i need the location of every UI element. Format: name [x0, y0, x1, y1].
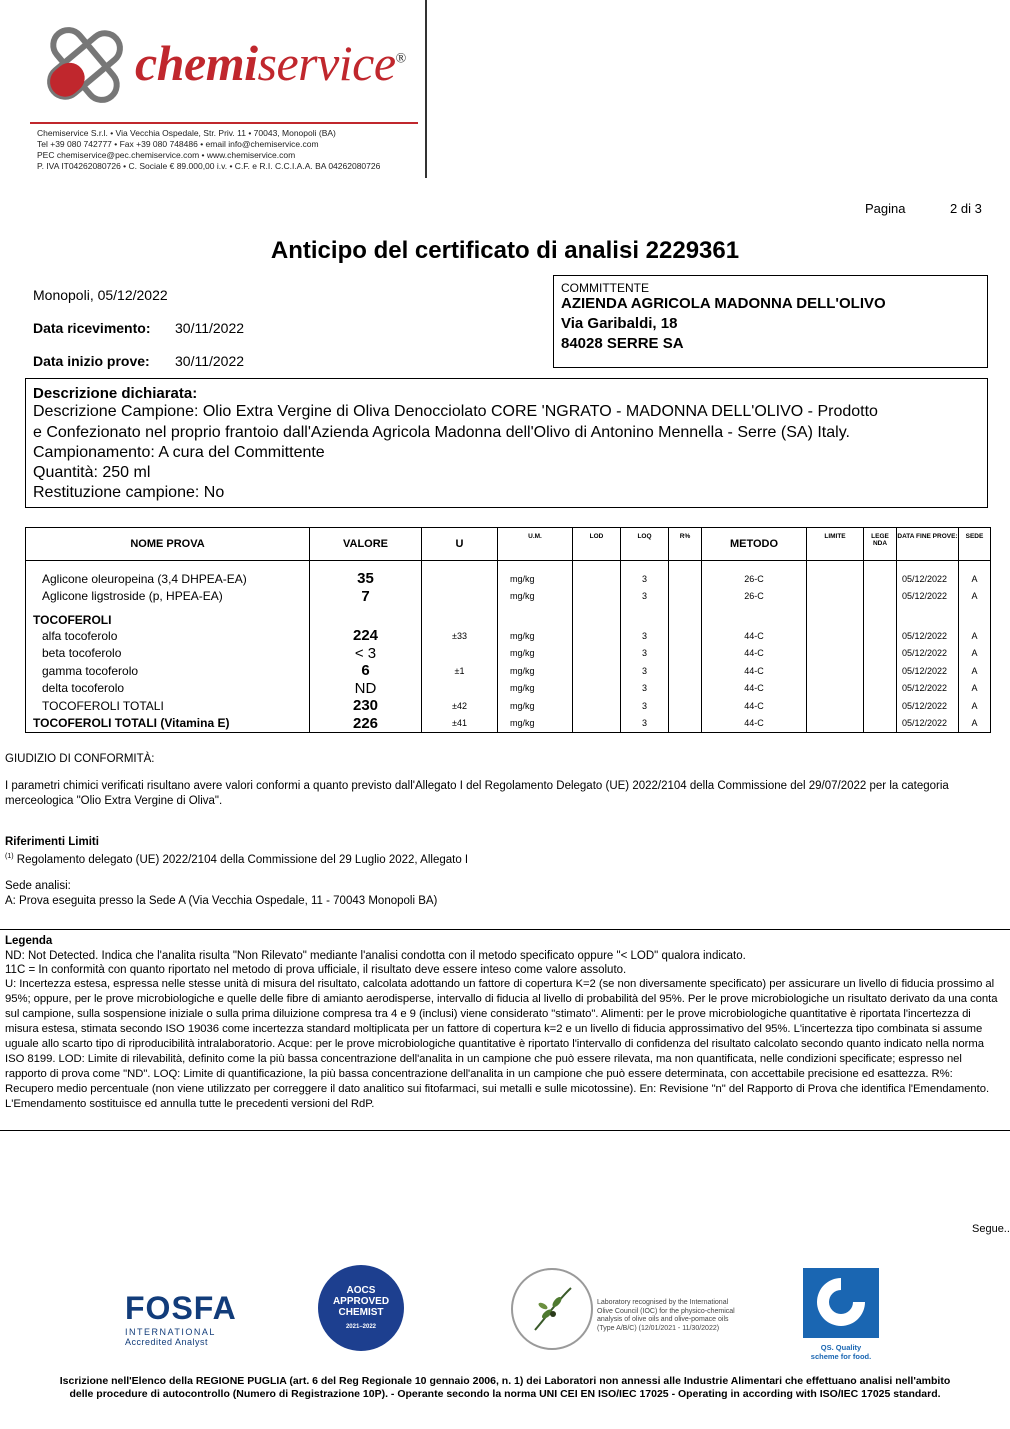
test-end-date: 05/12/2022 [897, 570, 959, 588]
fosfa-subtitle: INTERNATIONAL [125, 1327, 216, 1337]
sample-description-box [25, 378, 988, 508]
table-row [26, 588, 991, 606]
test-site: A [959, 680, 991, 698]
table-spacer-row [26, 561, 991, 571]
client-name: AZIENDA AGRICOLA MADONNA DELL'OLIVO [561, 295, 886, 312]
col-header: NOME PROVA [26, 528, 310, 561]
received-date-label: Data ricevimento: [33, 320, 151, 336]
client-label: COMMITTENTE [561, 281, 649, 295]
test-method: 26-C [702, 588, 807, 606]
site-text: A: Prova eseguita presso la Sede A (Via Vecchia Ospedale, 11 - 70043 Monopoli BA) [5, 895, 438, 907]
test-method: 44-C [702, 662, 807, 680]
test-loq: 3 [621, 662, 669, 680]
legend-11c: 11C = In conformità con quanto riportato nel metodo di prova ufficiale, il risultato deve essere inteso come valore assoluto. [5, 964, 627, 976]
test-method: 44-C [702, 697, 807, 715]
logo-mark-icon [30, 10, 140, 120]
test-method: 44-C [702, 680, 807, 698]
legend-divider [0, 929, 1010, 930]
test-site: A [959, 570, 991, 588]
test-uncertainty [422, 570, 498, 588]
qs-line: QS. Quality [820, 1343, 862, 1352]
conformity-text: I parametri chimici verificati risultano avere valori conformi a quanto previsto dall'Allegato I del Regolamento Delegato (UE) 2022/2104 della Commissione del 29/07/2022 per la categoria merceologica "Olio Extra Vergine di Oliva". [5, 780, 949, 807]
aocs-years: 2021–2022 [345, 1324, 377, 1330]
test-value: 226 [310, 715, 422, 733]
description-line: e Confezionato nel proprio frantoio dall'Azienda Agricola Madonna dell'Olivo di Antonino Mennella - Serre (SA) Italy. [33, 424, 850, 441]
test-name: delta tocoferolo [26, 680, 310, 698]
test-loq: 3 [621, 697, 669, 715]
test-site: A [959, 627, 991, 645]
test-uncertainty: ±1 [422, 662, 498, 680]
aocs-line: AOCS [346, 1285, 376, 1296]
site-title: Sede analisi: [5, 880, 71, 892]
col-header: SEDE [959, 528, 991, 561]
col-header: DATA FINE PROVE: [897, 528, 959, 561]
test-name: beta tocoferolo [26, 645, 310, 663]
col-header: LOD [573, 528, 621, 561]
ioc-seal-icon [511, 1268, 593, 1350]
received-date-value: 30/11/2022 [175, 320, 245, 336]
results-table [25, 527, 991, 733]
aocs-line: APPROVED [332, 1296, 390, 1307]
col-header: METODO [702, 528, 807, 561]
col-header: U [422, 528, 498, 561]
aocs-line: CHEMIST [338, 1307, 384, 1318]
test-unit: mg/kg [498, 627, 573, 645]
footer-registration [0, 1375, 1010, 1401]
return-line: Restituzione campione: No [33, 484, 225, 501]
test-value: 230 [310, 697, 422, 715]
test-unit: mg/kg [498, 680, 573, 698]
ioc-recognition-text: Laboratory recognised by the International Olive Council (IOC) for the physico-chemical analysis of olive oils and olive-pomace oils (Type A/B/C) (12/01/2021 - 11/30/2022) [597, 1299, 735, 1332]
col-header: R% [669, 528, 702, 561]
client-box [553, 275, 988, 368]
test-name: alfa tocoferolo [26, 627, 310, 645]
brand-wordmark: chemiservice® [135, 35, 406, 91]
continued-label: Segue.. [972, 1223, 1010, 1235]
start-date-label: Data inizio prove: [33, 353, 150, 369]
fosfa-subtitle-2: Accredited Analyst [125, 1337, 209, 1347]
col-header: VALORE [310, 528, 422, 561]
test-method: 44-C [702, 715, 807, 733]
footer-line: Iscrizione nell'Elenco della REGIONE PUGLIA (art. 6 del Reg Regionale 10 gennaio 2006, n. 1) dei Laboratori non annessi alle Industrie Alimentari che effettuano analisi nell'ambito [59, 1375, 951, 1387]
test-method: 44-C [702, 627, 807, 645]
legend-nd: ND: Not Detected. Indica che l'analita risulta "Non Rilevato" mediante l'analisi condotta con il metodo specificato oppure "< LOD" qualora indicato. [5, 950, 746, 962]
client-street: Via Garibaldi, 18 [561, 315, 678, 332]
start-date-value: 30/11/2022 [175, 353, 245, 369]
conformity-title: GIUDIZIO DI CONFORMITÀ: [5, 753, 155, 765]
table-row [26, 680, 991, 698]
test-value: 7 [310, 588, 422, 606]
footer-line: delle procedure di autocontrollo (Numero di Registrazione 10P). - Operante secondo la norma UNI CEI EN ISO/IEC 17025 - Operating in according with ISO/IEC 17025 standard. [69, 1388, 941, 1400]
table-row [26, 715, 991, 733]
test-site: A [959, 662, 991, 680]
test-loq: 3 [621, 588, 669, 606]
test-loq: 3 [621, 570, 669, 588]
col-header: U.M. [498, 528, 573, 561]
page-label: Pagina [865, 201, 906, 216]
qs-mark-icon [803, 1268, 879, 1338]
table-row [26, 570, 991, 588]
header-vertical-divider [425, 0, 427, 178]
test-end-date: 05/12/2022 [897, 680, 959, 698]
legend-bottom-divider [0, 1130, 1010, 1131]
test-site: A [959, 588, 991, 606]
section-title: TOCOFEROLI [26, 605, 310, 627]
qs-logo [803, 1268, 879, 1364]
fosfa-name: FOSFA [125, 1290, 237, 1326]
limits-text [5, 849, 1000, 868]
company-web-line: PEC chemiservice@pec.chemiservice.com • www.chemiservice.com [37, 150, 296, 160]
test-name: gamma tocoferolo [26, 662, 310, 680]
test-loq: 3 [621, 645, 669, 663]
aocs-badge [318, 1265, 404, 1351]
table-row [26, 627, 991, 645]
fosfa-logo [125, 1290, 235, 1347]
legend-title: Legenda [5, 935, 53, 947]
place-date: Monopoli, 05/12/2022 [33, 287, 168, 303]
limits-mark: (1) [5, 853, 14, 860]
test-end-date: 05/12/2022 [897, 697, 959, 715]
test-value: < 3 [310, 645, 422, 663]
test-name: TOCOFEROLI TOTALI [26, 697, 310, 715]
company-address-line: Chemiservice S.r.l. • Via Vecchia Ospedale, Str. Priv. 11 • 70043, Monopoli (BA) [37, 128, 336, 138]
test-uncertainty: ±42 [422, 697, 498, 715]
description-line: Descrizione Campione: Olio Extra Vergine di Oliva Denocciolato CORE 'NGRATO - MADONNA DELL'OLIVO - Prodotto [33, 403, 878, 420]
col-header: LEGE NDA [864, 528, 897, 561]
test-end-date: 05/12/2022 [897, 588, 959, 606]
limits-title: Riferimenti Limiti [5, 836, 99, 848]
description-title: Descrizione dichiarata: [33, 385, 198, 402]
quantity-line: Quantità: 250 ml [33, 464, 151, 481]
client-city: 84028 SERRE SA [561, 335, 684, 352]
test-uncertainty: ±41 [422, 715, 498, 733]
test-name: Aglicone ligstroside (p, HPEA-EA) [26, 588, 310, 606]
company-contact-line: Tel +39 080 742777 • Fax +39 080 748486 • email info@chemiservice.com [37, 139, 319, 149]
document-title: Anticipo del certificato di analisi 2229361 [270, 237, 740, 264]
test-method: 44-C [702, 645, 807, 663]
test-unit: mg/kg [498, 645, 573, 663]
test-end-date: 05/12/2022 [897, 662, 959, 680]
header-divider [30, 122, 418, 124]
test-value: 35 [310, 570, 422, 588]
test-uncertainty: ±33 [422, 627, 498, 645]
test-loq: 3 [621, 627, 669, 645]
test-value: 224 [310, 627, 422, 645]
test-value: ND [310, 680, 422, 698]
test-loq: 3 [621, 680, 669, 698]
test-unit: mg/kg [498, 588, 573, 606]
qs-line: scheme for food. [810, 1352, 872, 1361]
test-end-date: 05/12/2022 [897, 645, 959, 663]
table-row [26, 697, 991, 715]
col-header: LIMITE [807, 528, 864, 561]
section-row [26, 605, 991, 627]
test-unit: mg/kg [498, 715, 573, 733]
test-unit: mg/kg [498, 662, 573, 680]
test-end-date: 05/12/2022 [897, 627, 959, 645]
table-row [26, 645, 991, 663]
test-method: 26-C [702, 570, 807, 588]
page-number: 2 di 3 [950, 201, 982, 216]
test-unit: mg/kg [498, 570, 573, 588]
olive-branch-icon [513, 1270, 591, 1348]
test-loq: 3 [621, 715, 669, 733]
test-name: Aglicone oleuropeina (3,4 DHPEA-EA) [26, 570, 310, 588]
test-end-date: 05/12/2022 [897, 715, 959, 733]
legend-definitions: U: Incertezza estesa, espressa nelle stesse unità di misura del risultato, calcolata adottando un fattore di copertura K=2 (se non diversamente specificato) per assicurare un livello di fiducia prossimo al 95%; oppure, per le prove microbiologiche e quelle delle fibre di amianto aerodisperse, intervallo di fiducia al livello di probabilità del 95%. Per le prove microbiologiche un risultato derivato da una conta sul campione, sulla sospensione iniziale o sulla prima diluizione compresa tra 4 e 9 (inclusi) viene considerato "stimato". Alimenti: per le prove microbiologiche quantitative è riportata l'incertezza di misura estesa, stimata secondo ISO 19036 come incertezza standard moltiplicata per un fattore di copertura k=2 e un livello di fiducia approssimativo del 95%. L'incertezza tipo combinata si assume uguale allo scarto tipo di riproducibilità intralaboratorio. Acque: per le prove microbiologiche quantitative è riportato l'intervallo di confidenza del risultato calcolato secondo quanto indicato nella norma ISO 8199. LOD: Limite di rilevabilità, definito come la più bassa concentrazione dell'analita in un campione che può essere rilevata, ma non quantificata, nelle condizioni specificate; espresso nel rapporto di prova come "ND". LOQ: Limite di quantificazione, la più bassa concentrazione dell'analita in un campione che può essere determinata, con accettabile precisione ed esattezza. R%: Recupero medio percentuale (non viene utilizzato per correggere il dato analitico sui fitofarmaci, sui metalli e sulle micotossine). En: Revisione "n" del Rapporto di Prova che identifica l'Emendamento. L'Emendamento sostituisce ed annulla tutte le precedenti versioni del RdP. [5, 978, 998, 1110]
test-site: A [959, 645, 991, 663]
test-unit: mg/kg [498, 697, 573, 715]
test-value: 6 [310, 662, 422, 680]
test-uncertainty [422, 645, 498, 663]
test-name: TOCOFEROLI TOTALI (Vitamina E) [26, 715, 310, 733]
company-tax-line: P. IVA IT04262080726 • C. Sociale € 89.000,00 i.v. • C.F. e R.I. C.C.I.A.A. BA 04262080726 [37, 161, 381, 171]
table-row [26, 662, 991, 680]
test-uncertainty [422, 680, 498, 698]
table-header-row [26, 528, 991, 561]
col-header: LOQ [621, 528, 669, 561]
sampling-line: Campionamento: A cura del Committente [33, 444, 325, 461]
test-site: A [959, 697, 991, 715]
test-uncertainty [422, 588, 498, 606]
test-site: A [959, 715, 991, 733]
limits-reference: Regolamento delegato (UE) 2022/2104 della Commissione del 29 Luglio 2022, Allegato I [13, 853, 469, 866]
